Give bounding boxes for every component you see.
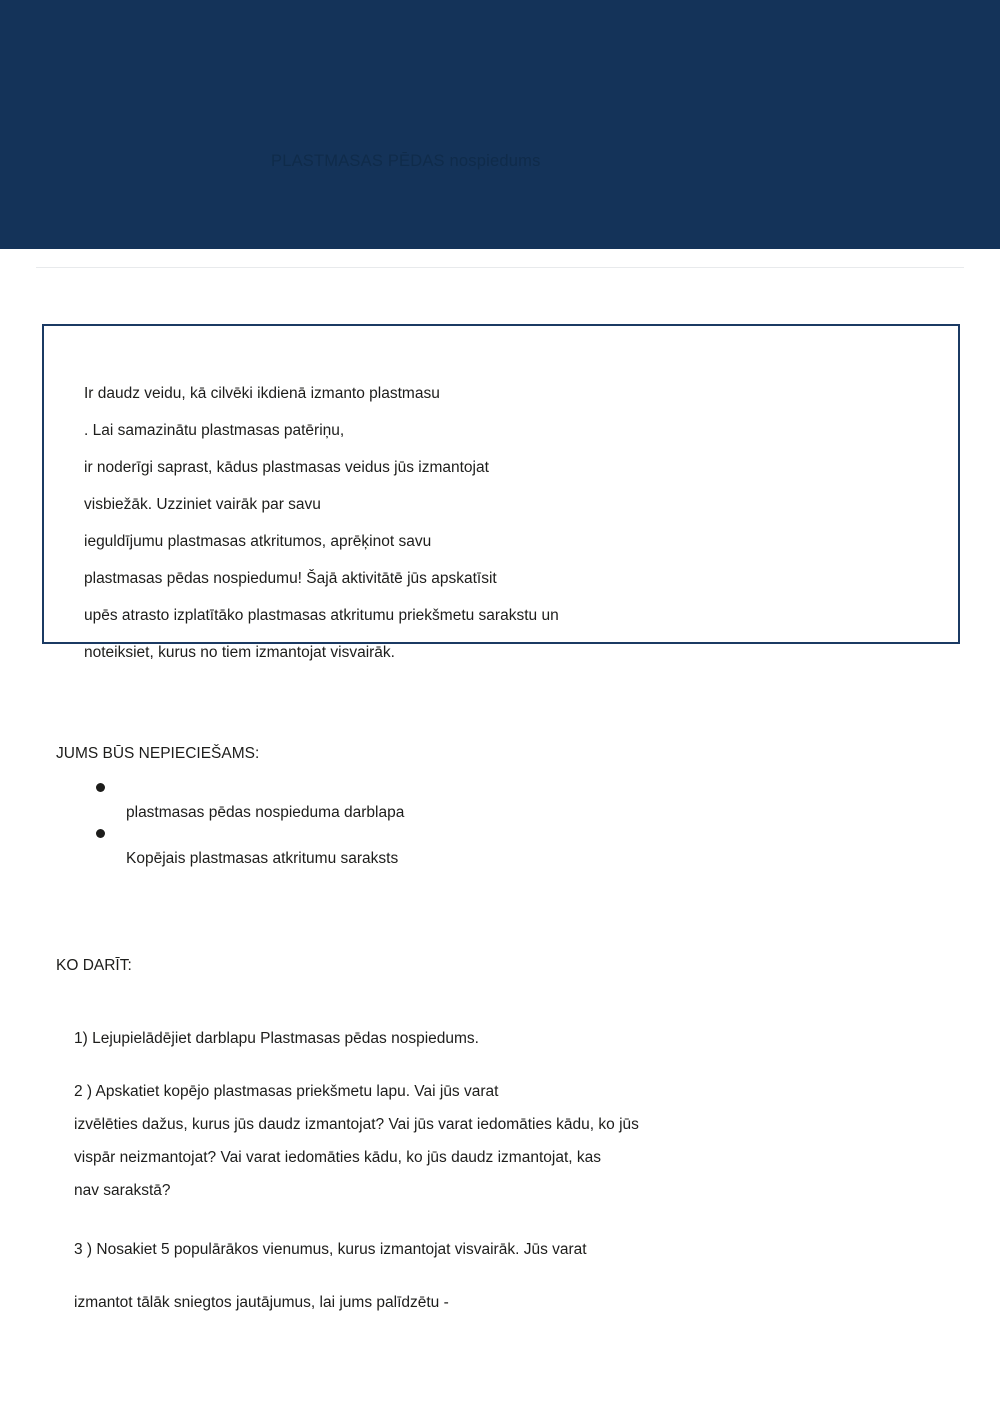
needs-list bbox=[96, 778, 796, 870]
step-line: 2 ) Apskatiet kopējo plastmasas priekšmetu lapu. Vai jūs varat bbox=[74, 1083, 499, 1100]
intro-line-text: noteiksiet, kurus no tiem izmantojat visvairāk. bbox=[84, 644, 395, 661]
step-line: nav sarakstā? bbox=[74, 1182, 171, 1199]
list-item bbox=[96, 824, 796, 870]
intro-line: ieguldījumu plastmasas atkritumos, aprēķinot savu bbox=[84, 533, 432, 550]
step-line: 1) Lejupielādējiet darblapu Plastmasas pēdas nospiedums. bbox=[74, 1030, 479, 1047]
step-item bbox=[74, 1022, 934, 1055]
step-line: vispār neizmantojat? Vai varat iedomāties kādu, ko jūs daudz izmantojat, kas bbox=[74, 1149, 601, 1166]
step-item bbox=[74, 1075, 934, 1207]
list-item-label: Kopējais plastmasas atkritumu saraksts bbox=[126, 850, 399, 867]
bullet-icon bbox=[96, 783, 105, 792]
intro-line: visbiežāk. Uzziniet vairāk par savu bbox=[84, 496, 321, 513]
bullet-icon bbox=[96, 829, 105, 838]
intro-line: upēs atrasto izplatītāko plastmasas atkritumu priekšmetu sarakstu un bbox=[84, 607, 559, 624]
header-band bbox=[0, 0, 1000, 249]
page-title: PLASTMASAS PĒDAS nospiedums bbox=[271, 152, 541, 170]
intro-paragraph bbox=[84, 375, 884, 671]
needs-heading: JUMS BŪS NEPIECIEŠAMS: bbox=[56, 745, 260, 762]
intro-line: plastmasas pēdas nospiedumu! Šajā aktivitātē jūs apskatīsit bbox=[84, 570, 497, 587]
list-item bbox=[96, 778, 796, 824]
todo-steps bbox=[74, 1022, 934, 1339]
step-item bbox=[74, 1233, 934, 1319]
intro-line: . Lai samazinātu plastmasas patēriņu, bbox=[84, 422, 345, 439]
intro-line: Ir daudz veidu, kā cilvēki ikdienā izmanto plastmasu bbox=[84, 385, 440, 402]
step-line: izvēlēties dažus, kurus jūs daudz izmantojat? Vai jūs varat iedomāties kādu, ko jūs bbox=[74, 1116, 639, 1133]
step-line: izmantot tālāk sniegtos jautājumus, lai jums palīdzētu - bbox=[74, 1294, 449, 1311]
header-divider bbox=[36, 267, 964, 268]
todo-heading: KO DARĪT: bbox=[56, 957, 132, 974]
intro-line: ir noderīgi saprast, kādus plastmasas veidus jūs izmantojat bbox=[84, 459, 489, 476]
intro-line-clipped bbox=[84, 634, 884, 671]
list-item-label: plastmasas pēdas nospieduma darblapa bbox=[126, 804, 405, 821]
step-line: 3 ) Nosakiet 5 populārākos vienumus, kurus izmantojat visvairāk. Jūs varat bbox=[74, 1241, 587, 1258]
